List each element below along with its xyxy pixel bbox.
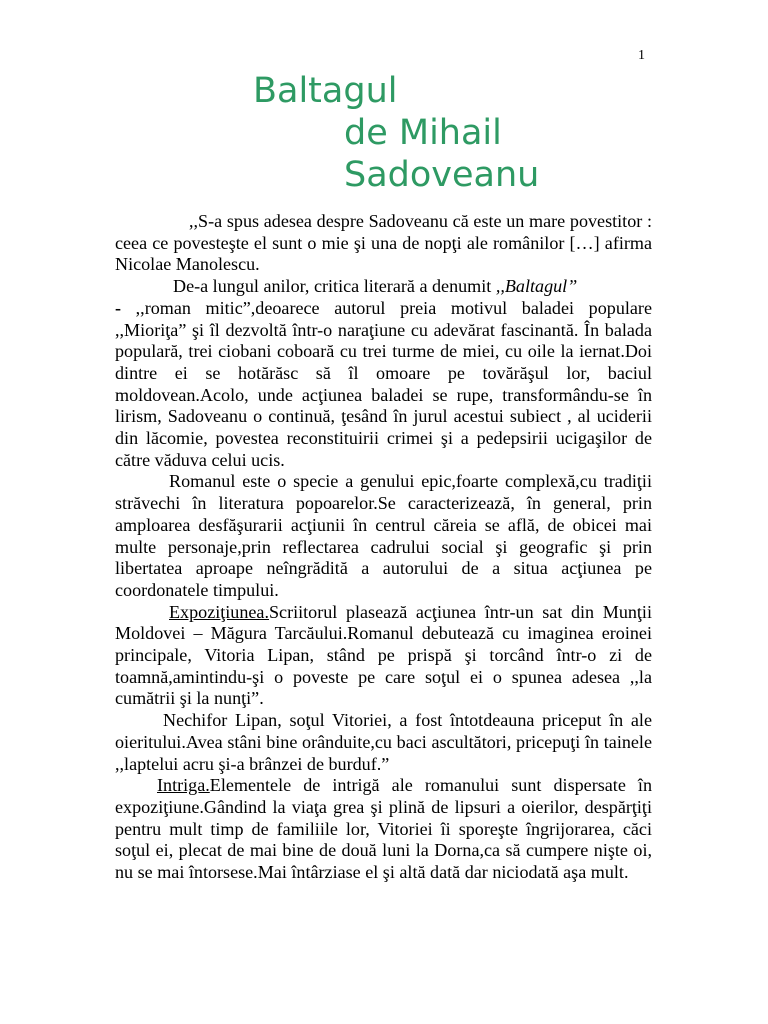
paragraph-2-rest: ,,roman mitic”,deoarece autorul preia motivul baladei populare ,,Mioriţa” şi îl dezvoltă într-o naraţiune cu adevărat fascinantă. În balada populară, trei ciobani coboară cu trei turme de miei, cu oile la iernat.Doi dintre ei se hotărăsc să îl omoare pe tovărăşul lor, baciul moldovean.Acolo, unde acţiunea baladei se rupe, transformându-se în lirism, Sadoveanu o continuă, ţesând în jurul acestui subiect , al uciderii din lăcomie, povestea reconstituirii crimei şi a pedepsirii ucigaşilor de către văduva celui ucis.	[115, 297, 652, 470]
title-line-1: Baltagul	[253, 71, 398, 111]
section-label-expozitiunea: Expoziţiunea.	[169, 601, 269, 622]
document-body	[115, 211, 652, 884]
paragraph-4	[115, 602, 652, 711]
paragraph-3: Romanul este o specie a genului epic,foarte complexă,cu tradiţii străvechi în literatura popoarelor.Se caracterizează, în general, prin amploarea desfăşurarii acţiunii în centrul căreia se află, de obicei mai multe personaje,prin reflectarea cadrului social şi geografic şi prin libertatea aproape neîngrădită a autorului de a situa acţiunea pe coordonatele timpului.	[115, 471, 652, 600]
dash: -	[115, 297, 136, 318]
paragraph-6	[115, 775, 652, 884]
paragraph-1: ,,S-a spus adesea despre Sadoveanu că este un mare povestitor : ceea ce povesteşte el sunt o mie şi una de nopţi ale românilor […] afirma Nicolae Manolescu.	[115, 211, 652, 275]
section-label-intriga: Intriga.	[157, 775, 210, 796]
paragraph-6-rest: Elementele de intrigă ale romanului sunt dispersate în expoziţiune.Gândind la viaţa grea şi plină de lipsuri a oierilor, despărţiţi pentru mult timp de familiile lor, Vitoriei îi sporeşte îngrijorarea, căci soţul ei, plecat de mai bine de două luni la Dorna,ca să cumpere nişte oi, nu se mai întorsese.Mai întârziase el şi altă dată dar niciodată aşa mult.	[115, 775, 652, 883]
title-line-3: Sadoveanu	[344, 155, 540, 195]
page-number: 1	[638, 48, 645, 63]
paragraph-4-rest: Scriitorul plasează acţiunea într-un sat din Munţii Moldovei – Măgura Tarcăului.Romanul debutează cu imaginea eroinei principale, Vitoria Lipan, stând pe prispă şi torcând într-o zi de toamnă,amintindu-şi o poveste pe care soţul ei o spunea adesea ,,la cumătrii şi la nunţi”.	[115, 601, 652, 709]
paragraph-2-start: De-a lungul anilor, critica literară a denumit	[173, 276, 496, 297]
paragraph-5: Nechifor Lipan, soţul Vitoriei, a fost întotdeauna priceput în ale oieritului.Avea stâni bine orânduite,cu baci ascultători, pricepuţi în tainele ,,laptelui acru şi-a brânzei de burduf.”	[115, 710, 652, 774]
book-title-quote: ,,Baltagul”	[495, 276, 578, 297]
paragraph-2	[115, 276, 652, 471]
title-line-2: de Mihail	[344, 113, 502, 153]
